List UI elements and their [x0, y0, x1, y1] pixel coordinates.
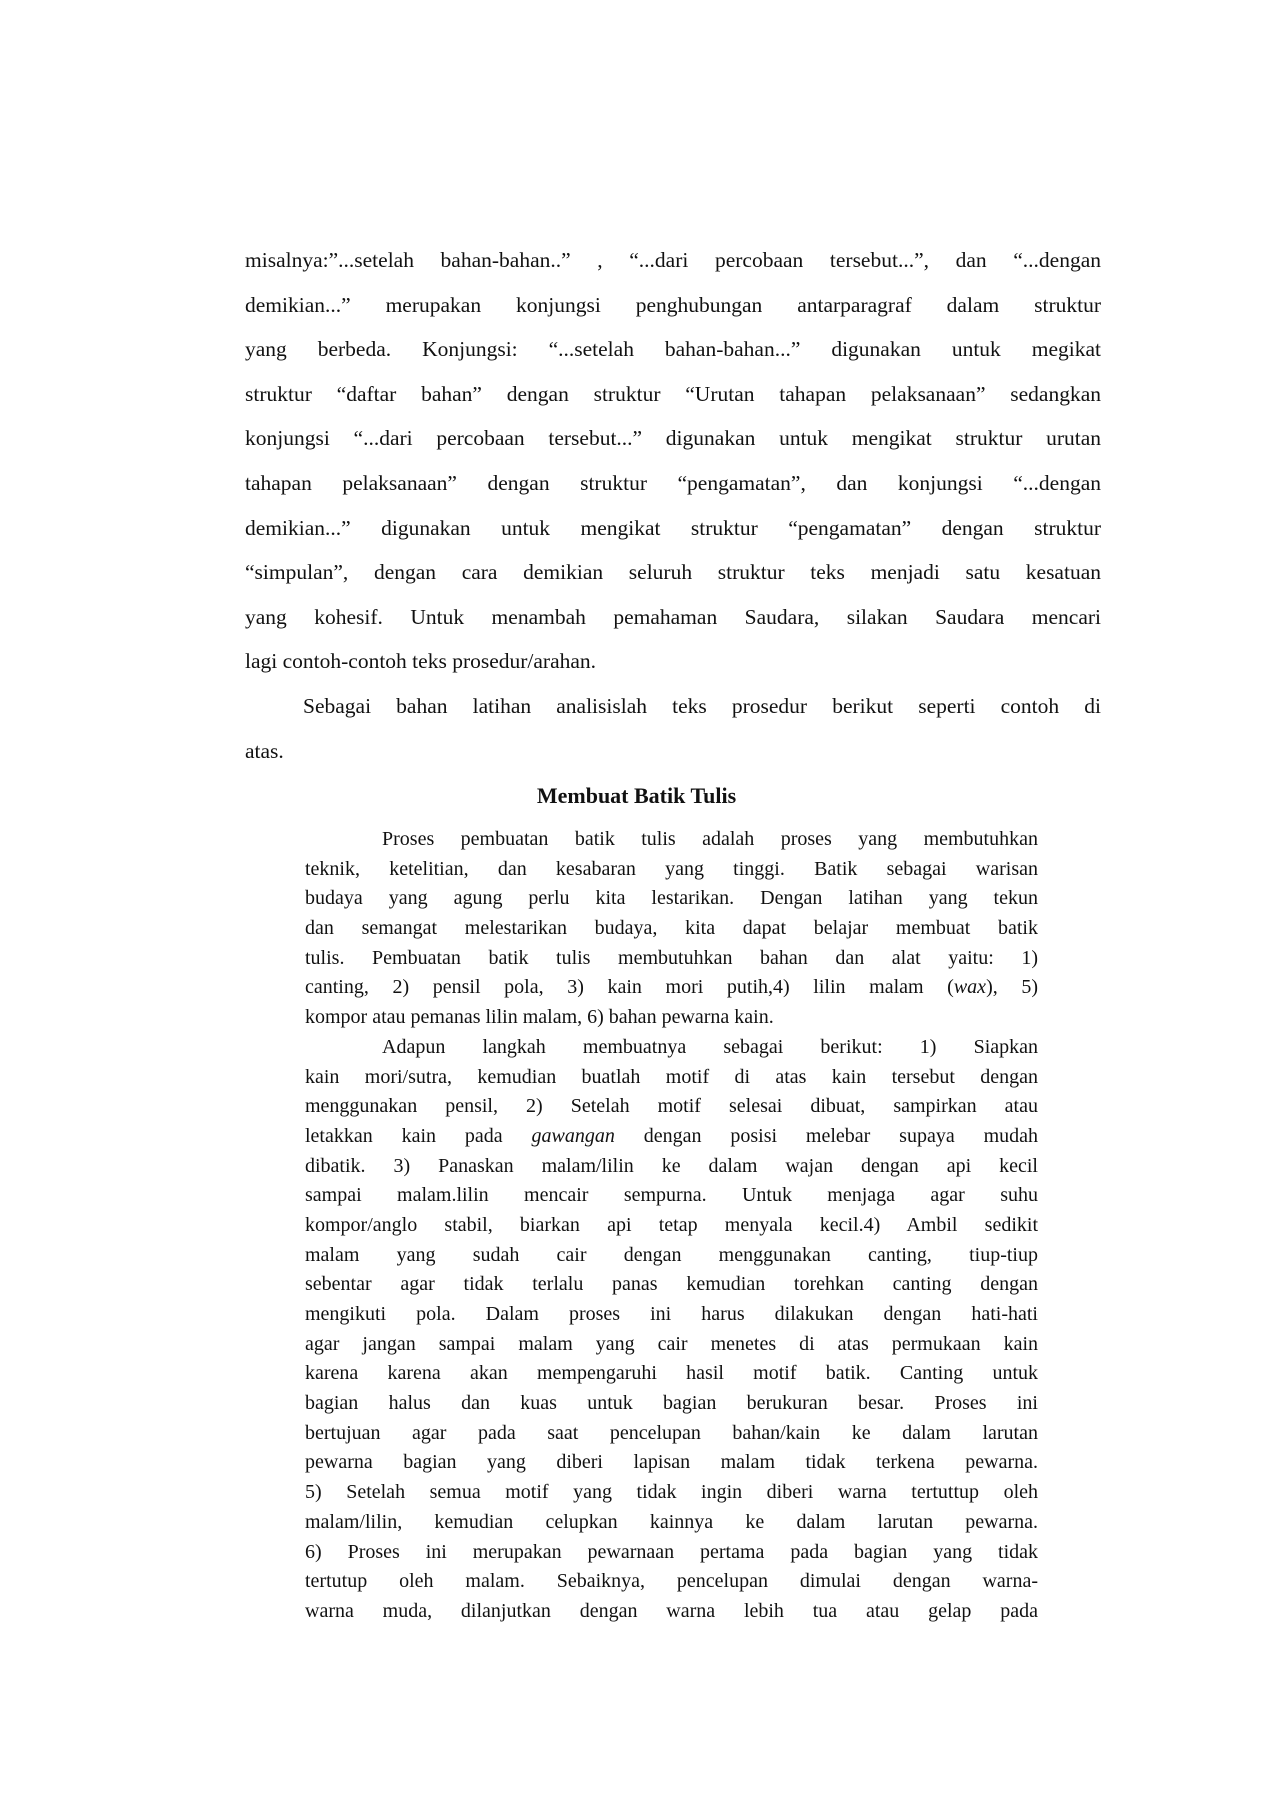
- text-line: mengikuti pola. Dalam proses ini harus dilakukan dengan hati-hati: [305, 1303, 1038, 1325]
- text-line: sampai malam.lilin mencair sempurna. Untuk menjaga agar suhu: [305, 1184, 1038, 1207]
- text-line: 5) Setelah semua motif yang tidak ingin diberi warna tertuttup oleh: [305, 1481, 1038, 1504]
- text-line: demikian...” digunakan untuk mengikat struktur “pengamatan” dengan struktur: [245, 515, 1101, 540]
- text-line: tertutup oleh malam. Sebaiknya, pencelupan dimulai dengan warna-: [305, 1570, 1038, 1593]
- text-line: canting, 2) pensil pola, 3) kain mori putih,4) lilin malam (wax), 5): [305, 976, 1038, 999]
- text-line: demikian...” merupakan konjungsi penghubungan antarparagraf dalam struktur: [245, 292, 1101, 317]
- text-line: dan semangat melestarikan budaya, kita dapat belajar membuat batik: [305, 917, 1038, 940]
- text-line: warna muda, dilanjutkan dengan warna lebih tua atau gelap pada: [305, 1599, 1038, 1622]
- text-line: teknik, ketelitian, dan kesabaran yang tinggi. Batik sebagai warisan: [305, 857, 1038, 880]
- text-line: tulis. Pembuatan batik tulis membutuhkan bahan dan alat yaitu: 1): [305, 946, 1038, 969]
- text-line: bagian halus dan kuas untuk bagian berukuran besar. Proses ini: [305, 1392, 1038, 1415]
- text-line: Proses pembuatan batik tulis adalah proses yang membutuhkan: [382, 828, 1038, 850]
- text-line: sebentar agar tidak terlalu panas kemudian torehkan canting dengan: [305, 1273, 1038, 1296]
- text-line: tahapan pelaksanaan” dengan struktur “pengamatan”, dan konjungsi “...dengan: [245, 470, 1101, 495]
- procedure-text-block: [305, 825, 1038, 1627]
- text-line: pewarna bagian yang diberi lapisan malam tidak terkena pewarna.: [305, 1451, 1038, 1474]
- text-line: kompor atau pemanas lilin malam, 6) bahan pewarna kain.: [305, 1006, 774, 1029]
- text-line: dibatik. 3) Panaskan malam/lilin ke dalam wajan dengan api kecil: [305, 1154, 1038, 1177]
- text-line: misalnya:”...setelah bahan-bahan..” , “...dari percobaan tersebut...”, dan “...dengan: [245, 248, 1101, 272]
- text-line: Adapun langkah membuatnya sebagai berikut: 1) Siapkan: [382, 1035, 1038, 1058]
- text-line: menggunakan pensil, 2) Setelah motif selesai dibuat, sampirkan atau: [305, 1095, 1038, 1118]
- section-heading: Membuat Batik Tulis: [536, 783, 737, 808]
- text-line: agar jangan sampai malam yang cair menetes di atas permukaan kain: [305, 1332, 1038, 1355]
- text-line: konjungsi “...dari percobaan tersebut...” digunakan untuk mengikat struktur urutan: [245, 426, 1101, 451]
- text-line: letakkan kain pada gawangan dengan posisi melebar supaya mudah: [305, 1124, 1038, 1147]
- text-line: bertujuan agar pada saat pencelupan bahan/kain ke dalam larutan: [305, 1421, 1038, 1444]
- italic-term: gawangan: [531, 1124, 615, 1147]
- text-line: malam yang sudah cair dengan menggunakan canting, tiup-tiup: [305, 1243, 1038, 1266]
- text-line: 6) Proses ini merupakan pewarnaan pertama pada bagian yang tidak: [305, 1540, 1038, 1563]
- text-line: Sebagai bahan latihan analisislah teks prosedur berikut seperti contoh di: [303, 693, 1101, 718]
- text-line: yang berbeda. Konjungsi: “...setelah bahan-bahan...” digunakan untuk megikat: [245, 337, 1101, 362]
- text-line: budaya yang agung perlu kita lestarikan. Dengan latihan yang tekun: [305, 887, 1038, 910]
- text-line: lagi contoh-contoh teks prosedur/arahan.: [245, 649, 597, 674]
- text-line: kompor/anglo stabil, biarkan api tetap menyala kecil.4) Ambil sedikit: [305, 1213, 1038, 1236]
- text-line: kain mori/sutra, kemudian buatlah motif di atas kain tersebut dengan: [305, 1065, 1038, 1088]
- text-line: karena karena akan mempengaruhi hasil motif batik. Canting untuk: [305, 1362, 1038, 1385]
- text-line: struktur “daftar bahan” dengan struktur “Urutan tahapan pelaksanaan” sedangkan: [245, 381, 1101, 406]
- text-line: malam/lilin, kemudian celupkan kainnya ke dalam larutan pewarna.: [305, 1510, 1038, 1533]
- italic-term: wax: [953, 976, 987, 999]
- text-line: atas.: [245, 738, 284, 763]
- text-line: “simpulan”, dengan cara demikian seluruh struktur teks menjadi satu kesatuan: [245, 560, 1101, 585]
- body-text: [245, 238, 1101, 773]
- text-line: yang kohesif. Untuk menambah pemahaman Saudara, silakan Saudara mencari: [245, 604, 1101, 629]
